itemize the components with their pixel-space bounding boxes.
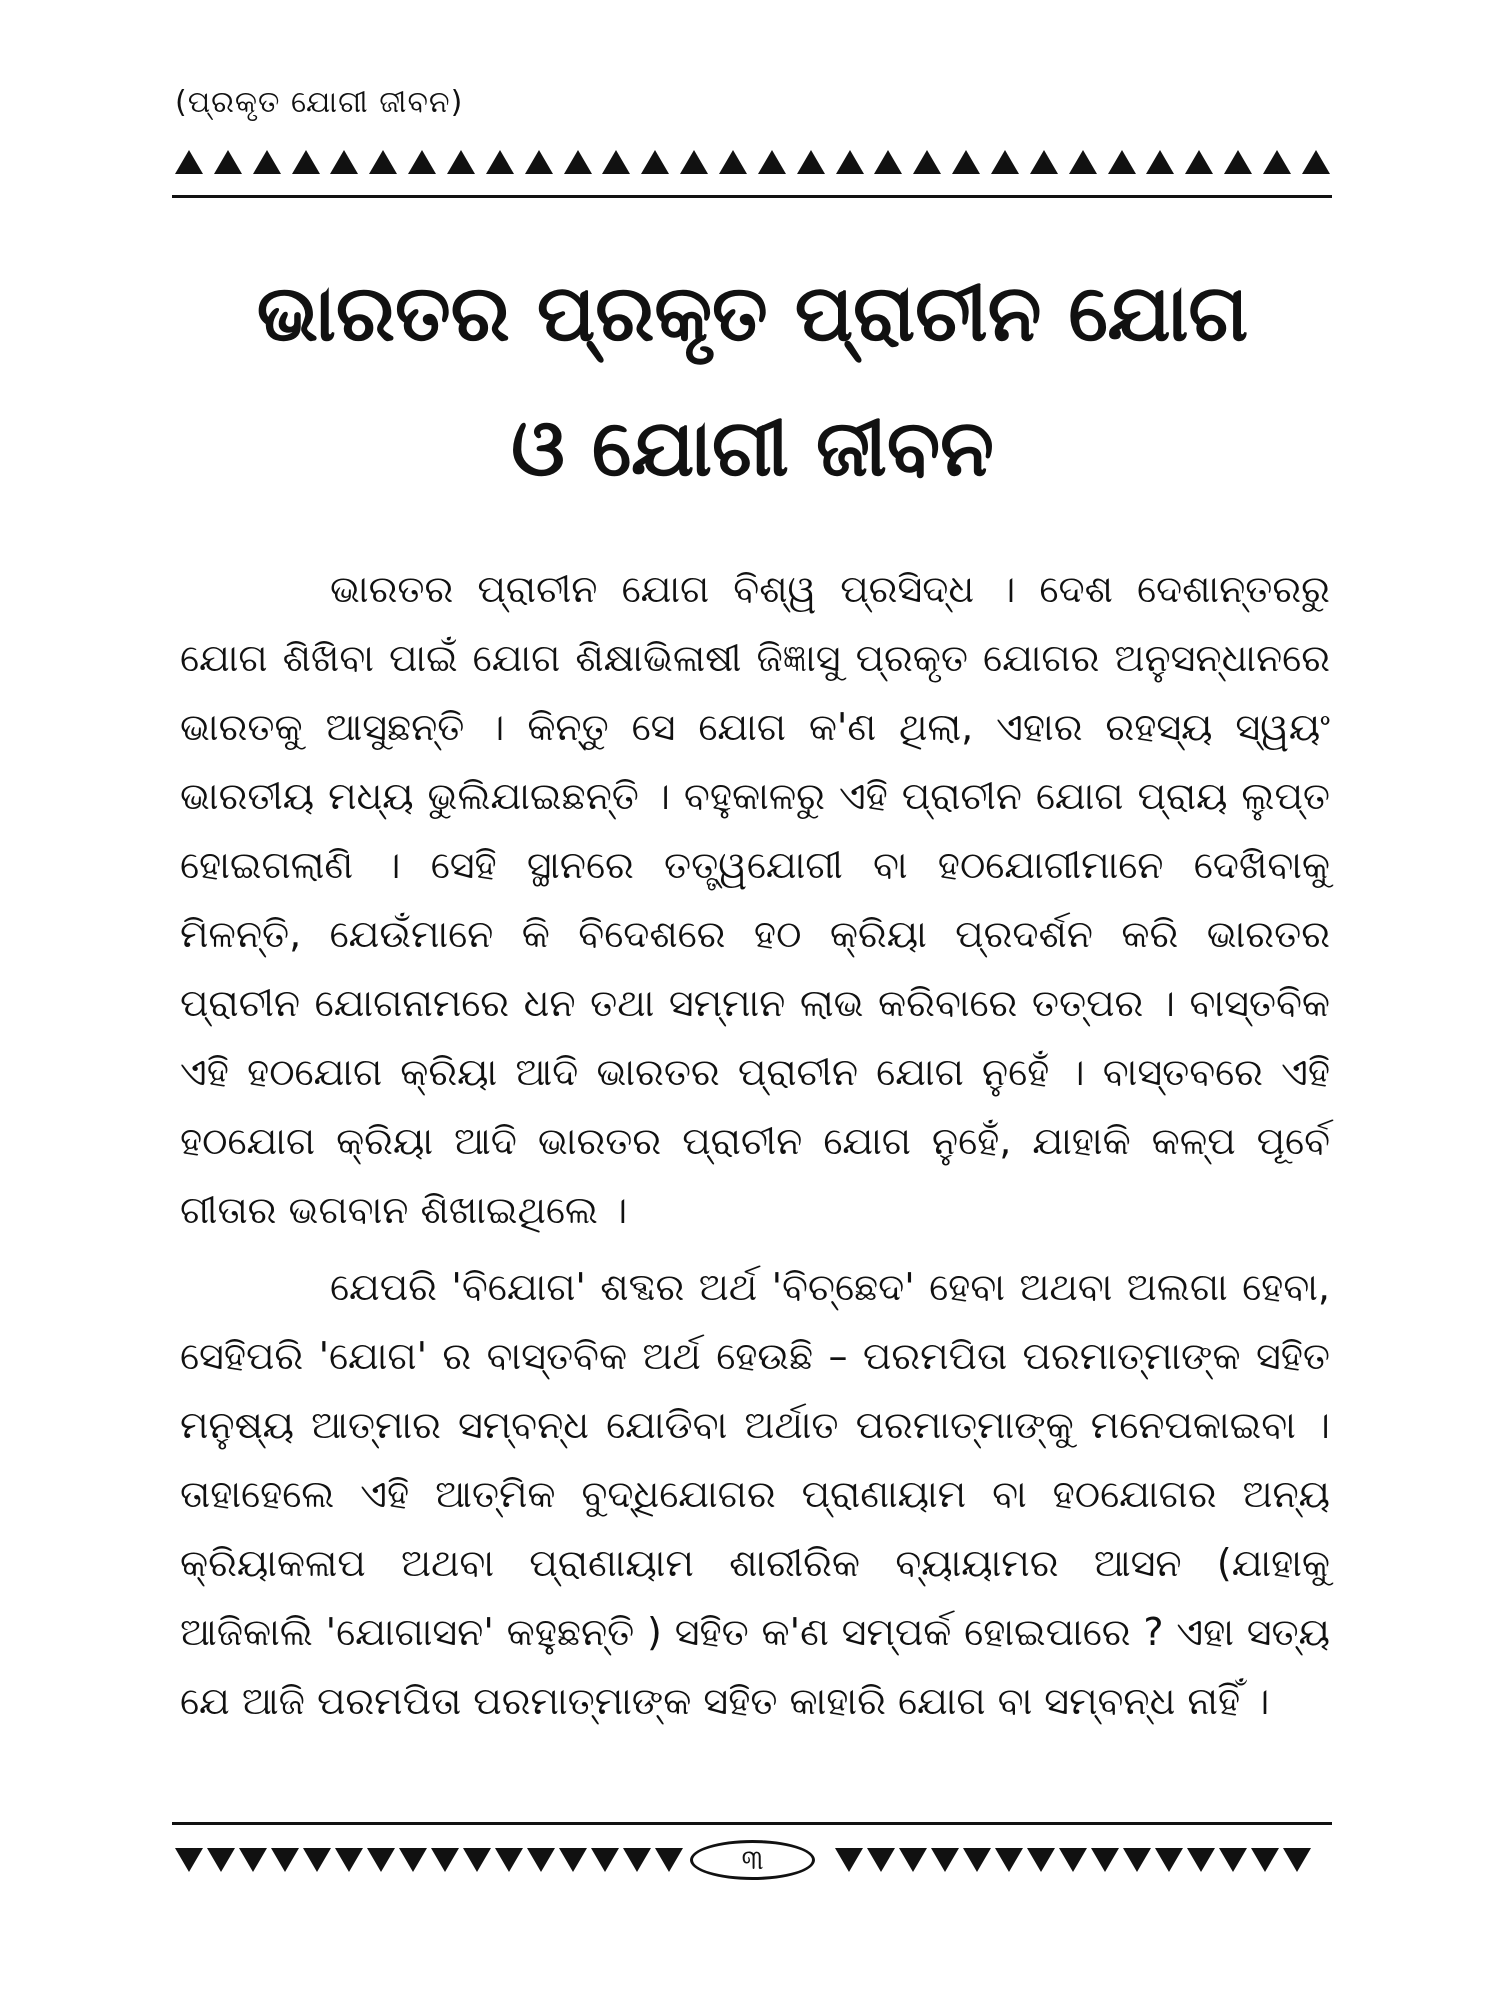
triangle-down-icon: [1027, 1848, 1055, 1872]
page-title-line-2: ଓ ଯୋଗୀ ଜୀବନ: [511, 404, 994, 494]
triangle-down-icon: [1283, 1848, 1311, 1872]
triangle-up-icon: [330, 150, 358, 174]
page-number: ୩: [690, 1840, 815, 1880]
triangle-up-icon: [836, 150, 864, 174]
triangle-up-icon: [1108, 150, 1136, 174]
triangle-down-icon: [1059, 1848, 1087, 1872]
triangle-down-icon: [431, 1848, 459, 1872]
top-triangle-border: [175, 150, 1330, 174]
triangle-up-icon: [758, 150, 786, 174]
triangle-up-icon: [1263, 150, 1291, 174]
bottom-rule: [172, 1822, 1332, 1825]
triangle-down-icon: [495, 1848, 523, 1872]
triangle-up-icon: [641, 150, 669, 174]
page-title-line-1: ଭାରତର ପ୍ରକୃତ ପ୍ରାଚୀନ ଯୋଗ: [256, 269, 1249, 359]
triangle-down-icon: [835, 1848, 863, 1872]
triangle-up-icon: [214, 150, 242, 174]
triangle-down-icon: [963, 1848, 991, 1872]
triangle-down-icon: [1091, 1848, 1119, 1872]
paragraph-1: ଭାରତର ପ୍ରାଚୀନ ଯୋଗ ବିଶ୍ୱ ପ୍ରସିଦ୍ଧ । ଦେଶ ଦେଶାନ୍ତରରୁ ଯୋଗ ଶିଖିବା ପାଇଁ ଯୋଗ ଶିକ୍ଷାଭିଳାଷୀ ଜିଜ୍ଞାସୁ ପ୍ରକୃତ ଯୋଗର ଅନୁସନ୍ଧାନରେ ଭାରତକୁ ଆସୁଛନ୍ତି । କିନ୍ତୁ ସେ ଯୋଗ କ'ଣ ଥିଲା, ଏହାର ରହସ୍ୟ ସ୍ୱୟଂ ଭାରତୀୟ ମଧ୍ୟ ଭୁଲିଯାଇଛନ୍ତି । ବହୁକାଳରୁ ଏହି ପ୍ରାଚୀନ ଯୋଗ ପ୍ରାୟ ଲୁପ୍ତ ହୋଇଗଲାଣି । ସେହି ସ୍ଥାନରେ ତତ୍ତ୍ୱଯୋଗୀ ବା ହଠଯୋଗୀମାନେ ଦେଖିବାକୁ ମିଳନ୍ତି, ଯେଉଁମାନେ କି ବିଦେଶରେ ହଠ କ୍ରିୟା ପ୍ରଦର୍ଶନ କରି ଭାରତର ପ୍ରାଚୀନ ଯୋଗନାମରେ ଧନ ତଥା ସମ୍ମାନ ଲାଭ କରିବାରେ ତତ୍ପର । ବାସ୍ତବିକ ଏହି ହଠଯୋଗ କ୍ରିୟା ଆଦି ଭାରତର ପ୍ରାଚୀନ ଯୋଗ ନୁହେଁ । ବାସ୍ତବରେ ଏହି ହଠଯୋଗ କ୍ରିୟା ଆଦି ଭାରତର ପ୍ରାଚୀନ ଯୋଗ ନୁହେଁ, ଯାହାକି କଳ୍ପ ପୂର୍ବେ ଗୀତାର ଭଗବାନ ଶିଖାଇଥିଲେ ।: [180, 567, 1330, 1232]
running-head: (ପ୍ରକୃତ ଯୋଗୀ ଜୀବନ): [175, 85, 464, 120]
triangle-down-icon: [175, 1848, 203, 1872]
triangle-up-icon: [1224, 150, 1252, 174]
triangle-down-icon: [867, 1848, 895, 1872]
triangle-down-icon: [335, 1848, 363, 1872]
triangle-up-icon: [564, 150, 592, 174]
triangle-down-icon: [399, 1848, 427, 1872]
triangle-up-icon: [292, 150, 320, 174]
triangle-up-icon: [680, 150, 708, 174]
top-rule: [172, 195, 1332, 198]
triangle-down-icon: [655, 1848, 683, 1872]
triangle-up-icon: [1030, 150, 1058, 174]
triangle-up-icon: [719, 150, 747, 174]
footer: [175, 1840, 1330, 1880]
triangle-up-icon: [175, 150, 203, 174]
triangle-down-icon: [1187, 1848, 1215, 1872]
body-text: [180, 555, 1330, 1736]
triangle-down-icon: [1123, 1848, 1151, 1872]
triangle-up-icon: [486, 150, 514, 174]
triangle-up-icon: [874, 150, 902, 174]
triangle-up-icon: [369, 150, 397, 174]
triangle-down-icon: [995, 1848, 1023, 1872]
triangle-down-icon: [899, 1848, 927, 1872]
triangle-down-icon: [931, 1848, 959, 1872]
triangle-up-icon: [408, 150, 436, 174]
triangle-down-icon: [591, 1848, 619, 1872]
triangle-down-icon: [1219, 1848, 1247, 1872]
paragraph-2: ଯେପରି 'ବିଯୋଗ' ଶବ୍ଦର ଅର୍ଥ 'ବିଚ୍ଛେଦ' ହେବା ଅଥବା ଅଲଗା ହେବା, ସେହିପରି 'ଯୋଗ' ର ବାସ୍ତବିକ ଅର୍ଥ ହେଉଛି – ପରମପିତା ପରମାତ୍ମାଙ୍କ ସହିତ ମନୁଷ୍ୟ ଆତ୍ମାର ସମ୍ବନ୍ଧ ଯୋଡିବା ଅର୍ଥାତ ପରମାତ୍ମାଙ୍କୁ ମନେପକାଇବା । ତାହାହେଲେ ଏହି ଆତ୍ମିକ ବୁଦ୍ଧିଯୋଗର ପ୍ରାଣାୟାମ ବା ହଠଯୋଗର ଅନ୍ୟ କ୍ରିୟାକଳାପ ଅଥବା ପ୍ରାଣାୟାମ ଶାରୀରିକ ବ୍ୟାୟାମର ଆସନ (ଯାହାକୁ ଆଜିକାଲି 'ଯୋଗାସନ' କହୁଛନ୍ତି ) ସହିତ କ'ଣ ସମ୍ପର୍କ ହୋଇପାରେ ? ଏହା ସତ୍ୟ ଯେ ଆଜି ପରମପିତା ପରମାତ୍ମାଙ୍କ ସହିତ କାହାରି ଯୋଗ ବା ସମ୍ବନ୍ଧ ନାହିଁ ।: [180, 1265, 1330, 1723]
triangle-down-icon: [367, 1848, 395, 1872]
triangle-down-icon: [239, 1848, 267, 1872]
triangle-up-icon: [797, 150, 825, 174]
triangle-down-icon: [271, 1848, 299, 1872]
triangle-down-icon: [303, 1848, 331, 1872]
triangle-up-icon: [1069, 150, 1097, 174]
triangle-up-icon: [447, 150, 475, 174]
triangle-down-icon: [559, 1848, 587, 1872]
triangle-up-icon: [602, 150, 630, 174]
triangle-down-icon: [1155, 1848, 1183, 1872]
triangle-down-icon: [463, 1848, 491, 1872]
triangle-up-icon: [913, 150, 941, 174]
bottom-triangle-border-right: [835, 1848, 1311, 1872]
triangle-up-icon: [1185, 150, 1213, 174]
triangle-up-icon: [991, 150, 1019, 174]
triangle-up-icon: [1146, 150, 1174, 174]
triangle-up-icon: [952, 150, 980, 174]
triangle-down-icon: [1251, 1848, 1279, 1872]
triangle-down-icon: [623, 1848, 651, 1872]
triangle-down-icon: [527, 1848, 555, 1872]
triangle-up-icon: [525, 150, 553, 174]
bottom-triangle-border-left: [175, 1848, 683, 1872]
triangle-up-icon: [1302, 150, 1330, 174]
triangle-up-icon: [253, 150, 281, 174]
triangle-down-icon: [207, 1848, 235, 1872]
